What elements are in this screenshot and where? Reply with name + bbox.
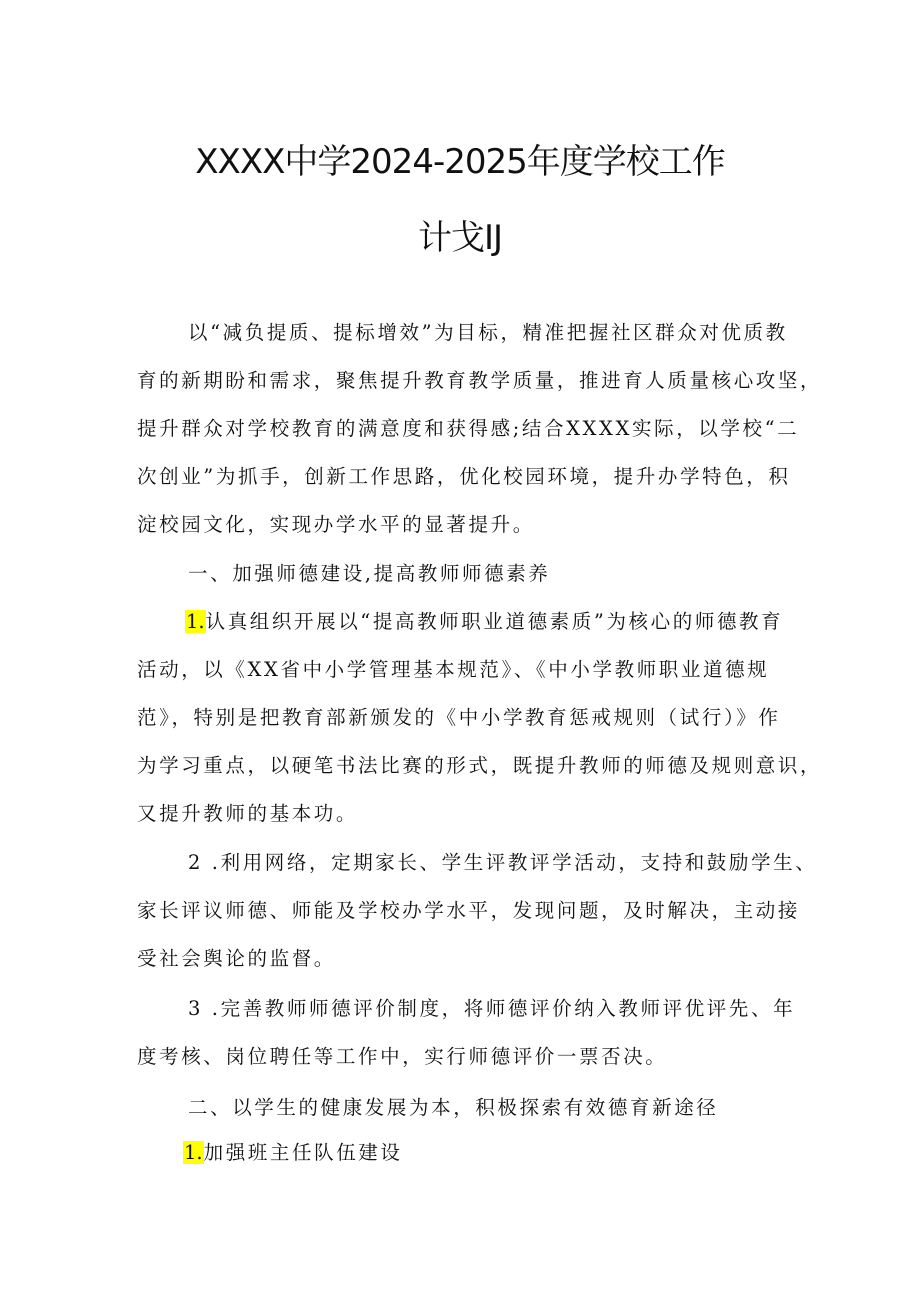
section-1-item-3-line-1: 3 .完善教师师德评价制度，将师德评价纳入教师评优评先、年	[188, 997, 796, 1020]
section-1-item-3-line-2: 度考核、岗位聘任等工作中，实行师德评价一票否决。	[137, 1045, 668, 1068]
intro-line-3: 提升群众对学校教育的满意度和获得感;结合XXXX实际，以学校“二	[137, 417, 800, 440]
intro-line-5: 淀校园文化，实现办学水平的显著提升。	[137, 513, 535, 536]
section-1-item-1-line-1	[185, 610, 783, 634]
section-1-item-2-line-3: 受社会舆论的监督。	[137, 947, 336, 970]
section-1-item-1-line-5: 又提升教师的基本功。	[137, 802, 359, 825]
section-1-heading: 一、加强师德建设,提高教师师德素养	[188, 562, 551, 585]
section-1-item-1-line-2: 活动，以《XX省中小学管理基本规范》、《中小学教师职业道德规	[137, 658, 770, 681]
intro-line-2: 育的新期盼和需求，聚焦提升教育教学质量，推进育人质量核心攻坚，	[137, 369, 823, 392]
section-1-item-1-line-4: 为学习重点，以硬笔书法比赛的形式，既提升教师的师德及规则意识，	[137, 754, 823, 777]
section-1-item-2-line-2: 家长评议师德、师能及学校办学水平，发现问题，及时解决，主动接	[137, 899, 801, 922]
intro-line-4: 次创业”为抓手，创新工作思路，优化校园环境，提升办学特色，积	[137, 465, 791, 488]
section-2-item-1-line-1	[183, 1141, 403, 1165]
intro-line-1: 以“减负提质、提标增效”为目标，精准把握社区群众对优质教	[188, 321, 788, 344]
document-title-line-1: XXXX中学2024-2025年度学校工作	[195, 142, 725, 182]
highlighted-item-number: 1.	[186, 610, 205, 633]
section-2-heading: 二、以学生的健康发展为本，积极探索有效德育新途径	[188, 1096, 719, 1119]
document-title-line-2: 计戈IJ	[417, 218, 503, 258]
section-1-item-1-line-3: 范》，特别是把教育部新颁发的《中小学教育惩戒规则（试行）》作	[137, 706, 781, 729]
section-1-item-2-line-1: 2 .利用网络，定期家长、学生评教评学活动，支持和鼓励学生、	[188, 851, 818, 874]
highlighted-item-number: 1.	[184, 1141, 203, 1164]
item-text: 认真组织开展以“提高教师职业道德素质”为核心的师德教育	[205, 610, 784, 633]
item-text: 加强班主任队伍建设	[203, 1141, 403, 1164]
